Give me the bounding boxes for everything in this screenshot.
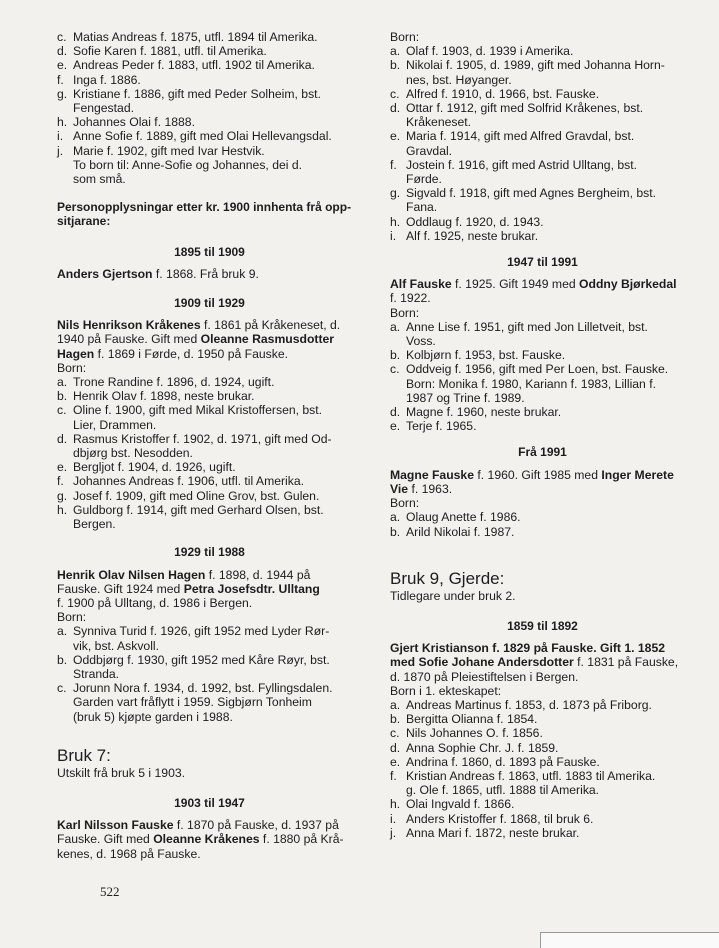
list-item (57, 389, 362, 403)
owner-details: 1940 på Fauske. Gift med (57, 332, 201, 347)
bruk-heading: Bruk 9, Gjerde: (390, 568, 505, 588)
spouse-name: Oddny Bjørkedal (579, 277, 677, 292)
list-marker: i. (390, 228, 397, 243)
list-item (57, 403, 362, 417)
list-item (57, 474, 362, 488)
owner-details: Fauske. Gift med (57, 832, 154, 847)
list-text: Olaf f. 1903, d. 1939 i Amerika. (406, 44, 574, 59)
list-item (57, 653, 362, 667)
list-item (57, 44, 362, 58)
children-list (57, 375, 362, 531)
list-text-continuation: Lier, Drammen. (73, 417, 157, 432)
list-item (390, 405, 695, 419)
list-item (390, 726, 695, 740)
list-text-continuation: 1987 og Trine f. 1989. (406, 390, 525, 405)
owner-entry (390, 277, 695, 320)
spouse-name: Inger Merete (601, 467, 674, 482)
list-text: Johannes Andreas f. 1906, utfl. til Amerika. (73, 474, 305, 489)
list-text: Nils Johannes O. f. 1856. (406, 726, 543, 741)
list-marker: a. (57, 375, 68, 390)
children-list (390, 698, 695, 840)
list-item (57, 489, 362, 503)
list-text: Ottar f. 1912, gift med Solfrid Kråkenes, bst. (406, 101, 644, 116)
list-text: Arild Nikolai f. 1987. (406, 524, 515, 539)
list-text-continuation: Fana. (406, 200, 438, 215)
list-text-continuation: (bruk 5) kjøpte garden i 1988. (73, 709, 233, 724)
owner-details: f. 1925. Gift 1949 med (451, 277, 580, 292)
scanner-edge (540, 932, 719, 948)
list-text: Trone Randine f. 1896, d. 1924, ugift. (73, 375, 275, 390)
list-item (390, 769, 695, 783)
list-marker: c. (390, 362, 400, 377)
list-marker: g. (390, 186, 401, 201)
list-text: Oddlaug f. 1920, d. 1943. (406, 214, 544, 229)
list-marker: f. (390, 768, 397, 783)
children-list (390, 44, 695, 243)
list-text: Anne Lise f. 1951, gift med Jon Lilletveit, bst. (406, 319, 648, 334)
list-text: Rasmus Kristoffer f. 1902, d. 1971, gift med Od- (73, 431, 332, 446)
list-marker: g. (57, 86, 68, 101)
list-text-continuation: Garden vart fråflytt i 1959. Sigbjørn Tonheim (73, 695, 312, 710)
list-item (57, 115, 362, 129)
list-text: Olaug Anette f. 1986. (406, 510, 521, 525)
list-text: Maria f. 1914, gift med Alfred Gravdal, bst. (406, 129, 635, 144)
list-marker: e. (390, 754, 401, 769)
list-text-continuation: dbjørg bst. Nesodden. (73, 446, 193, 461)
period-heading: 1859 til 1892 (507, 618, 578, 633)
period-heading: 1895 til 1909 (174, 244, 245, 259)
list-text: Jostein f. 1916, gift med Astrid Ulltang, bst. (406, 157, 638, 172)
list-marker: d. (390, 101, 401, 116)
owner-details: f. 1861 på Kråkeneset, d. (200, 318, 341, 333)
list-item (390, 348, 695, 362)
bruk-subtitle: Tidlegare under bruk 2. (390, 588, 516, 603)
owner-details: f. 1898, d. 1944 på (205, 567, 311, 582)
note-line: To born til: Anne-Sofie og Johannes, dei d. (73, 157, 303, 172)
list-item (390, 741, 695, 755)
owner-details: f. 1880 på Krå- (259, 832, 344, 847)
list-text: Bergitta Olianna f. 1854. (406, 712, 538, 727)
spouse-name: med Sofie Johane Andersdotter (390, 655, 574, 670)
list-item (390, 812, 695, 826)
list-text: Anne Sofie f. 1889, gift med Olai Hellevangsdal. (73, 129, 332, 144)
list-item (57, 144, 362, 158)
born-label: Born: (390, 496, 420, 511)
list-marker: d. (57, 431, 68, 446)
children-list (57, 30, 362, 158)
owner-details: f. 1963. (408, 481, 453, 496)
list-item (390, 129, 695, 143)
list-text: Anders Kristoffer f. 1868, til bruk 6. (406, 811, 594, 826)
list-marker: b. (390, 58, 401, 73)
owner-name: Alf Fauske (390, 277, 452, 292)
list-text-continuation: Voss. (406, 334, 436, 349)
owner-details: f. 1868. Frå bruk 9. (152, 266, 259, 281)
section-note (57, 200, 362, 228)
bruk-subtitle: Utskilt frå bruk 5 i 1903. (57, 765, 186, 780)
list-text: Guldborg f. 1914, gift med Gerhard Olsen, bst. (73, 502, 324, 517)
list-text-continuation: vik, bst. Askvoll. (73, 638, 160, 653)
list-marker: b. (57, 389, 68, 404)
spouse-name: Oleanne Kråkenes (153, 832, 260, 847)
children-list (390, 510, 695, 538)
list-text-continuation: nes, bst. Høyanger. (406, 72, 512, 87)
list-item (57, 624, 362, 638)
owner-details: f. 1922. (390, 291, 431, 306)
list-marker: e. (57, 58, 68, 73)
list-marker: j. (57, 143, 64, 158)
list-marker: b. (390, 524, 401, 539)
list-text: Alf f. 1925, neste brukar. (406, 228, 539, 243)
section-note-line: Personopplysningar etter kr. 1900 innhenta frå opp- (57, 200, 352, 215)
owner-details: Fauske. Gift 1924 med (57, 581, 184, 596)
list-item (57, 129, 362, 143)
list-text: Olai Ingvald f. 1866. (406, 797, 515, 812)
list-text: Andreas Peder f. 1883, utfl. 1902 til Amerika. (73, 58, 315, 73)
owner-details: d. 1870 på Pleiestiftelsen i Bergen. (390, 669, 579, 684)
owner-entry (390, 468, 695, 511)
list-marker: a. (390, 44, 401, 59)
born-label: Born: (390, 305, 420, 320)
owner-details: f. 1960. Gift 1985 med (474, 467, 602, 482)
owner-name: Magne Fauske (390, 467, 474, 482)
list-marker: b. (390, 348, 401, 363)
list-marker: i. (57, 129, 64, 144)
children-list (57, 624, 362, 723)
list-item (390, 44, 695, 58)
list-text: Oddbjørg f. 1930, gift 1952 med Kåre Røyr, bst. (73, 652, 330, 667)
list-marker: e. (390, 419, 401, 434)
list-item (57, 73, 362, 87)
list-item (390, 215, 695, 229)
list-text: Sigvald f. 1918, gift med Agnes Bergheim, bst. (406, 186, 656, 201)
list-text: Oddveig f. 1956, gift med Per Loen, bst. Fauske. (406, 362, 669, 377)
list-text: Kristiane f. 1886, gift med Peder Solheim, bst. (73, 86, 321, 101)
period-heading: 1929 til 1988 (174, 545, 245, 560)
list-marker: j. (390, 825, 397, 840)
owner-details: f. 1869 i Førde, d. 1950 på Fauske. (94, 346, 289, 361)
list-text: Kolbjørn f. 1953, bst. Fauske. (406, 348, 566, 363)
list-marker: d. (390, 740, 401, 755)
list-marker: a. (57, 624, 68, 639)
list-item (390, 826, 695, 840)
spouse-name: Petra Josefsdtr. Ulltang (183, 581, 320, 596)
list-marker: c. (57, 403, 67, 418)
list-marker: h. (57, 115, 68, 130)
owner-name: Anders Gjertson (57, 266, 153, 281)
period-heading: 1903 til 1947 (174, 795, 245, 810)
born-label: Born: (390, 30, 420, 44)
list-marker: i. (390, 811, 397, 826)
list-marker: a. (390, 697, 401, 712)
owner-entry (57, 267, 362, 281)
list-text-continuation: Førde. (406, 172, 442, 187)
list-text-continuation: Bergen. (73, 517, 116, 532)
owner-details: f. 1870 på Fauske, d. 1937 på (173, 818, 339, 833)
owner-details: kenes, d. 1968 på Fauske. (57, 846, 201, 861)
list-item (390, 87, 695, 101)
left-column (57, 30, 362, 861)
list-item (390, 419, 695, 433)
list-text: Henrik Olav f. 1898, neste brukar. (73, 389, 255, 404)
list-text-continuation: Kråkeneset. (406, 115, 472, 130)
list-item (390, 698, 695, 712)
list-marker: f. (390, 157, 397, 172)
list-text: Sofie Karen f. 1881, utfl. til Amerika. (73, 44, 267, 59)
owner-details: f. 1900 på Ulltang, d. 1986 i Bergen. (57, 595, 253, 610)
list-item (390, 797, 695, 811)
page-number: 522 (100, 884, 120, 899)
list-marker: b. (57, 652, 68, 667)
list-text-continuation: Stranda. (73, 666, 120, 681)
list-marker: h. (390, 214, 401, 229)
list-text: Jorunn Nora f. 1934, d. 1992, bst. Fyllingsdalen. (73, 681, 333, 696)
list-marker: c. (57, 30, 67, 44)
list-text: Andrina f. 1860, d. 1893 på Fauske. (406, 754, 600, 769)
list-marker: a. (390, 510, 401, 525)
list-item (390, 755, 695, 769)
list-text: Terje f. 1965. (406, 419, 477, 434)
list-marker: d. (57, 44, 68, 59)
owner-entry (57, 318, 362, 375)
list-item (57, 58, 362, 72)
list-marker: c. (57, 681, 67, 696)
owner-name: Nils Henrikson Kråkenes (57, 318, 201, 333)
list-text: Alfred f. 1910, d. 1966, bst. Fauske. (406, 86, 600, 101)
list-item (57, 87, 362, 101)
list-text: Marie f. 1902, gift med Ivar Hestvik. (73, 143, 265, 158)
list-marker: h. (57, 502, 68, 517)
list-item (57, 375, 362, 389)
list-text: Bergljot f. 1904, d. 1926, ugift. (73, 460, 236, 475)
list-text: Nikolai f. 1905, d. 1989, gift med Johanna Horn- (406, 58, 665, 73)
spouse-name: Oleanne Rasmusdotter (200, 332, 335, 347)
list-item (57, 681, 362, 695)
list-marker: d. (390, 405, 401, 420)
list-text: Anna Sophie Chr. J. f. 1859. (406, 740, 559, 755)
period-heading: 1909 til 1929 (174, 296, 245, 311)
list-text: Magne f. 1960, neste brukar. (406, 405, 562, 420)
list-item (390, 712, 695, 726)
list-marker: e. (57, 460, 68, 475)
list-item (390, 158, 695, 172)
owner-name: Henrik Olav Nilsen Hagen (57, 567, 206, 582)
list-item (390, 186, 695, 200)
list-text: Johannes Olai f. 1888. (73, 115, 195, 130)
list-text: Matias Andreas f. 1875, utfl. 1894 til Amerika. (73, 30, 318, 44)
list-text-continuation: Gravdal. (406, 143, 453, 158)
list-text: Synniva Turid f. 1926, gift 1952 med Lyder Rør- (73, 624, 330, 639)
list-text: Oline f. 1900, gift med Mikal Kristoffersen, bst. (73, 403, 323, 418)
owner-entry (390, 641, 695, 698)
list-marker: f. (57, 474, 64, 489)
list-marker: c. (390, 726, 400, 741)
period-heading: 1947 til 1991 (507, 255, 578, 270)
list-marker: a. (390, 319, 401, 334)
list-item (57, 30, 362, 44)
list-item (57, 432, 362, 446)
right-column (390, 30, 695, 840)
owner-name: Karl Nilsson Fauske (57, 818, 174, 833)
list-marker: g. (57, 488, 68, 503)
spouse-name: Vie (390, 481, 409, 496)
list-marker: b. (390, 712, 401, 727)
list-item (390, 101, 695, 115)
list-text-continuation: g. Ole f. 1865, utfl. 1888 til Amerika. (406, 783, 600, 798)
list-text: Josef f. 1909, gift med Oline Grov, bst. Gulen. (73, 488, 320, 503)
owner-entry (57, 818, 362, 861)
list-text: Inga f. 1886. (73, 72, 141, 87)
born-label: Born i 1. ekteskapet: (390, 683, 502, 698)
list-item (390, 229, 695, 243)
list-item (390, 362, 695, 376)
list-marker: c. (390, 86, 400, 101)
list-marker: e. (390, 129, 401, 144)
owner-details: f. 1831 på Fauske, (573, 655, 679, 670)
list-item (390, 320, 695, 334)
owner-entry (57, 568, 362, 625)
born-label: Born: (57, 360, 87, 375)
spouse-name: Hagen (57, 346, 95, 361)
section-note-line: sitjarane: (57, 214, 111, 229)
list-text: Kristian Andreas f. 1863, utfl. 1883 til Amerika. (406, 768, 656, 783)
born-label: Born: (57, 610, 87, 625)
list-text: Anna Mari f. 1872, neste brukar. (406, 825, 580, 840)
list-item (57, 460, 362, 474)
list-item (390, 525, 695, 539)
note-line: som små. (73, 172, 126, 187)
list-item (390, 510, 695, 524)
list-text: Andreas Martinus f. 1853, d. 1873 på Friborg. (406, 697, 652, 712)
period-heading: Frå 1991 (518, 445, 567, 460)
list-marker: h. (390, 797, 401, 812)
owner-name: Gjert Kristianson f. 1829 på Fauske. Gift 1. 1852 (390, 641, 666, 656)
list-text-continuation: Born: Monika f. 1980, Kariann f. 1983, Lillian f. (406, 376, 656, 391)
list-item (57, 503, 362, 517)
children-list (390, 320, 695, 434)
list-item (390, 58, 695, 72)
list-marker: f. (57, 72, 64, 87)
list-text-continuation: Fengestad. (73, 101, 134, 116)
bruk-heading: Bruk 7: (57, 745, 111, 765)
